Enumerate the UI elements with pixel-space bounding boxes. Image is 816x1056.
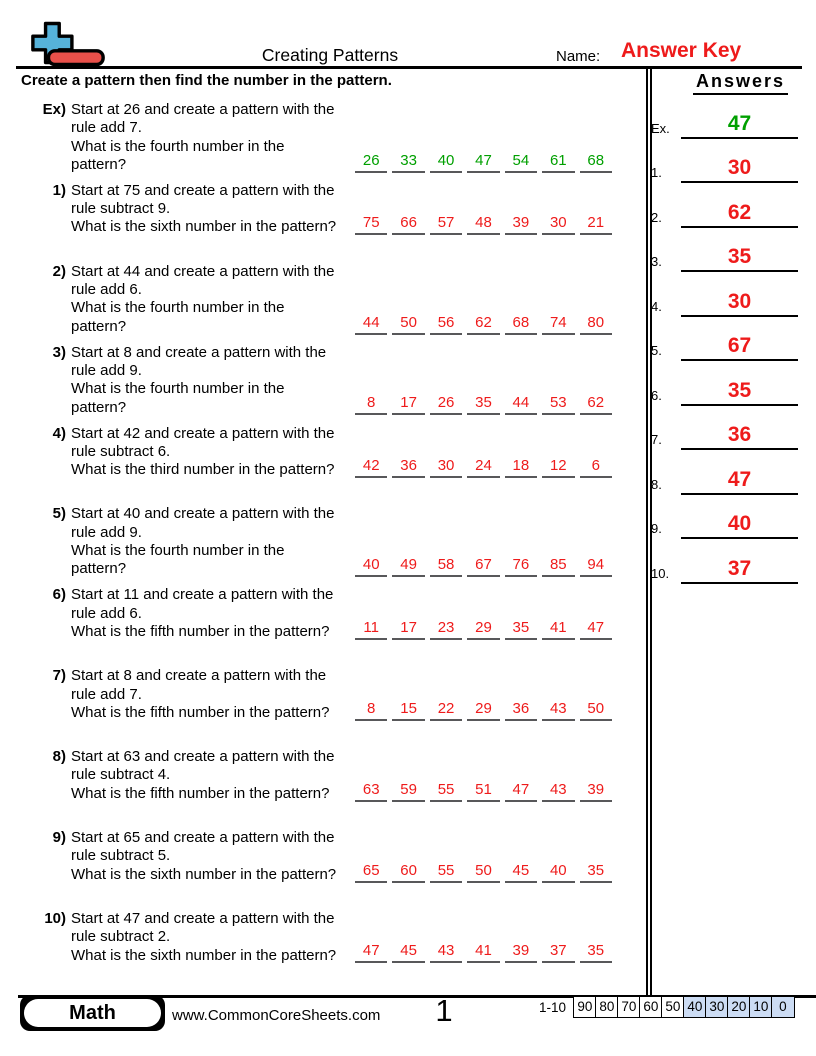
sequence-number: 45 [392,942,424,963]
sequence-number: 8 [355,700,387,721]
problem-text [71,910,371,965]
answer-number-label: 6. [651,387,662,403]
score-cell: 70 [617,996,641,1018]
sequence-number: 23 [430,619,462,640]
problem-number: 6) [52,586,66,604]
answer-number-label: 3. [651,254,662,270]
subject-badge-label: Math [24,999,161,1027]
sequence-number: 62 [580,394,612,415]
problem-text-line: rule add 7. [71,119,142,137]
sequence-number: 37 [542,942,574,963]
problem-text-line: What is the sixth number in the pattern? [71,218,337,236]
minus-icon [48,51,103,65]
problem-text-line: What is the fifth number in the pattern? [71,703,330,721]
problem-text-line: rule subtract 6. [71,442,171,460]
problem-text-line: rule add 9. [71,523,142,541]
answer-value: 30 [681,155,798,183]
sequence-number: 47 [505,781,537,802]
problem-text-line: rule add 6. [71,281,142,299]
score-cell: 10 [749,996,773,1018]
answers-list [651,94,798,584]
website-url: www.CommonCoreSheets.com [172,1007,381,1024]
problem-text-line: rule subtract 4. [71,766,171,784]
answer-item [651,94,798,139]
answer-value: 62 [681,200,798,228]
answer-key-text: Answer Key [621,39,742,62]
problem-text-line: What is the fourth number in the [71,380,285,398]
answer-number-label: 1. [651,165,662,181]
answer-value: 36 [681,422,798,450]
sequence-number: 40 [430,152,462,173]
problem-text-line: Start at 44 and create a pattern with the [71,262,335,280]
sequence-number: 55 [430,862,462,883]
sequence-number: 15 [392,700,424,721]
page-title: Creating Patterns [261,45,399,65]
sequence-number: 30 [430,457,462,478]
answer-number-label: 9. [651,521,662,537]
sequence-number: 43 [542,781,574,802]
problem-text-line: rule add 9. [71,361,142,379]
answer-value: 47 [681,111,798,139]
sequence-number: 29 [467,619,499,640]
problem-text-line: Start at 42 and create a pattern with the [71,424,335,442]
answer-value: 30 [681,289,798,317]
sequence-number: 48 [467,214,499,235]
problem-text-line: Start at 8 and create a pattern with the [71,667,327,685]
sequence-number: 41 [542,619,574,640]
sequence-number: 24 [467,457,499,478]
problem-text-line: Start at 63 and create a pattern with the [71,748,335,766]
sequence-number: 59 [392,781,424,802]
sequence-number: 40 [355,556,387,577]
problems-list [22,101,642,991]
sequence-number: 55 [430,781,462,802]
problem-text-line: What is the fourth number in the [71,137,285,155]
problem-text-line: rule add 7. [71,685,142,703]
problem-text-line: pattern? [71,560,127,578]
sequence-number: 68 [505,314,537,335]
answers-heading [668,71,813,95]
sequence-number: 29 [467,700,499,721]
answer-value: 35 [681,244,798,272]
sequence-number: 35 [505,619,537,640]
answer-item [651,361,798,406]
sequence-number: 80 [580,314,612,335]
problem-text-line: Start at 75 and create a pattern with the [71,181,335,199]
problem-number: 5) [52,505,66,523]
problem-item [22,829,642,910]
score-table [573,996,795,1018]
sequence-number: 12 [542,457,574,478]
answer-number-label: 10. [651,566,670,582]
sequence-number: 45 [505,862,537,883]
sequence-number: 51 [467,781,499,802]
problem-number: 7) [52,667,66,685]
sequence-number: 50 [467,862,499,883]
commoncoresheets-logo [28,20,108,68]
sequence-number: 50 [392,314,424,335]
answer-value: 47 [681,467,798,495]
problem-item [22,182,642,263]
sequence-number: 33 [392,152,424,173]
sequence-number: 94 [580,556,612,577]
sequence-number: 39 [580,781,612,802]
problem-text-line: Start at 65 and create a pattern with the [71,829,335,847]
sequence-number: 47 [580,619,612,640]
sequence-number: 54 [505,152,537,173]
problem-item [22,263,642,344]
problem-text [71,667,371,722]
problem-text [71,829,371,884]
sequence-number: 49 [392,556,424,577]
sequence-number: 60 [392,862,424,883]
problem-number: 4) [52,424,66,442]
sequence-number: 66 [392,214,424,235]
problem-item [22,748,642,829]
sequence-number: 35 [580,862,612,883]
problem-number: Ex) [42,101,66,118]
header-divider [16,66,802,69]
answer-item [651,317,798,362]
name-label: Name: [556,48,601,65]
problem-text-line: What is the fifth number in the pattern? [71,622,330,640]
sequence-number: 58 [430,556,462,577]
problem-text-line: Start at 11 and create a pattern with the [71,586,334,604]
score-cell: 30 [705,996,729,1018]
instruction-text: Create a pattern then find the number in the pattern. [21,72,392,89]
problem-text [71,344,371,417]
problem-item [22,667,642,748]
problem-item [22,344,642,425]
problem-item [22,910,642,991]
problem-item [22,425,642,506]
pattern-sequence [355,314,612,335]
problem-text-line: pattern? [71,317,127,335]
sequence-number: 44 [505,394,537,415]
pattern-sequence [355,862,612,883]
sequence-number: 76 [505,556,537,577]
problem-item [22,505,642,586]
sequence-number: 8 [355,394,387,415]
problem-text-line: rule subtract 5. [71,847,171,865]
pattern-sequence [355,152,612,173]
sequence-number: 47 [355,942,387,963]
score-cell: 50 [661,996,685,1018]
sequence-number: 35 [467,394,499,415]
answer-value: 67 [681,333,798,361]
sequence-number: 17 [392,619,424,640]
answer-value: 40 [681,511,798,539]
answer-item [651,450,798,495]
answer-number-label: 8. [651,476,662,492]
answer-value: 35 [681,378,798,406]
problem-number: 1) [52,181,66,199]
sequence-number: 39 [505,942,537,963]
sequence-number: 30 [542,214,574,235]
score-cell: 20 [727,996,751,1018]
problem-text-line: Start at 26 and create a pattern with the [71,101,335,118]
answer-value: 37 [681,556,798,584]
score-cell: 90 [573,996,597,1018]
answer-item [651,183,798,228]
sequence-number: 35 [580,942,612,963]
sequence-number: 74 [542,314,574,335]
problem-number: 9) [52,829,66,847]
answer-item [651,139,798,184]
sequence-number: 26 [430,394,462,415]
problem-text-line: What is the fifth number in the pattern? [71,784,330,802]
sequence-number: 85 [542,556,574,577]
problem-text [71,425,371,480]
sequence-number: 65 [355,862,387,883]
sequence-number: 36 [505,700,537,721]
sequence-number: 42 [355,457,387,478]
sequence-number: 57 [430,214,462,235]
sequence-number: 21 [580,214,612,235]
problem-text [71,263,371,336]
answer-item [651,539,798,584]
problem-text [71,182,371,237]
problem-number: 10) [44,909,66,927]
problem-number: 3) [52,343,66,361]
sequence-number: 6 [580,457,612,478]
sequence-number: 43 [542,700,574,721]
problem-item [22,101,642,182]
subject-badge [20,995,165,1031]
score-cell: 60 [639,996,663,1018]
score-cell: 80 [595,996,619,1018]
sequence-number: 47 [467,152,499,173]
sequence-number: 40 [542,862,574,883]
answer-item [651,406,798,451]
sequence-number: 39 [505,214,537,235]
sequence-number: 26 [355,152,387,173]
sequence-number: 18 [505,457,537,478]
problem-text [71,505,371,578]
problem-text [71,586,371,641]
answer-item [651,228,798,273]
page-number: 1 [435,993,453,1028]
sequence-number: 62 [467,314,499,335]
problem-text-line: What is the sixth number in the pattern? [71,865,337,883]
sequence-number: 22 [430,700,462,721]
score-range-label: 1-10 [538,1000,566,1015]
sequence-number: 67 [467,556,499,577]
problem-text-line: rule add 6. [71,604,142,622]
problem-text-line: rule subtract 9. [71,200,171,218]
answers-heading-label: Answers [693,71,788,95]
problem-text-line: rule subtract 2. [71,928,171,946]
problem-number: 8) [52,748,66,766]
answer-number-label: 4. [651,298,662,314]
problem-text [71,748,371,803]
problem-text-line: What is the sixth number in the pattern? [71,946,337,964]
score-cell: 40 [683,996,707,1018]
problem-text-line: Start at 47 and create a pattern with the [71,909,335,927]
pattern-sequence [355,942,612,963]
sequence-number: 53 [542,394,574,415]
sequence-number: 36 [392,457,424,478]
sequence-number: 50 [580,700,612,721]
problem-text-line: pattern? [71,398,127,416]
problem-text-line: What is the fourth number in the [71,542,285,560]
sequence-number: 44 [355,314,387,335]
sequence-number: 68 [580,152,612,173]
pattern-sequence [355,700,612,721]
sequence-number: 43 [430,942,462,963]
problem-text-line: pattern? [71,155,127,173]
sequence-number: 75 [355,214,387,235]
pattern-sequence [355,457,612,478]
sequence-number: 41 [467,942,499,963]
answer-number-label: 2. [651,209,662,225]
problem-text-line: Start at 8 and create a pattern with the [71,343,327,361]
pattern-sequence [355,619,612,640]
problem-text-line: Start at 40 and create a pattern with the [71,505,335,523]
pattern-sequence [355,556,612,577]
answer-number-label: 5. [651,343,662,359]
answer-number-label: Ex. [651,120,670,136]
problem-text [71,101,371,174]
problem-number: 2) [52,262,66,280]
score-cell: 0 [771,996,795,1018]
answer-item [651,495,798,540]
sequence-number: 63 [355,781,387,802]
answer-number-label: 7. [651,432,662,448]
sequence-number: 61 [542,152,574,173]
pattern-sequence [355,781,612,802]
sequence-number: 17 [392,394,424,415]
sequence-number: 56 [430,314,462,335]
sequence-number: 11 [355,619,387,640]
problem-text-line: What is the third number in the pattern? [71,461,335,479]
answer-item [651,272,798,317]
pattern-sequence [355,214,612,235]
problem-item [22,586,642,667]
pattern-sequence [355,394,612,415]
problem-text-line: What is the fourth number in the [71,299,285,317]
